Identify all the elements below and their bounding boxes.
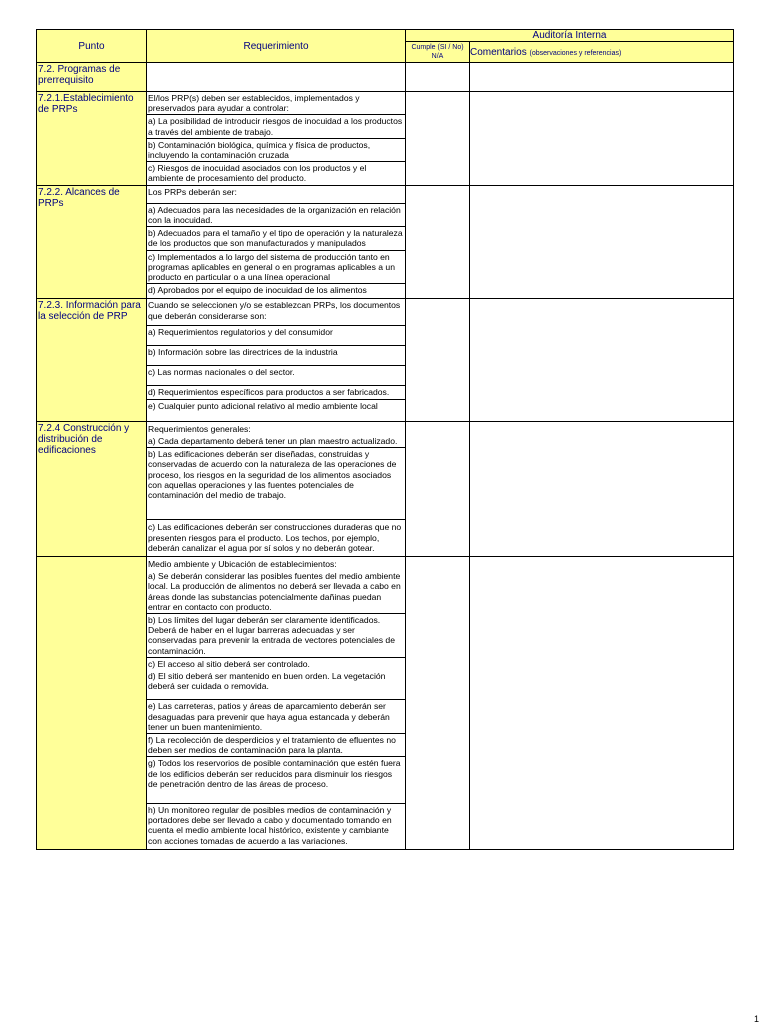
req-item: f) La recolección de desperdicios y el tratamiento de efluentes no deben ser medios de contaminación para la planta. bbox=[147, 734, 405, 757]
requerimiento-cell bbox=[147, 92, 406, 186]
req-item: e) Las carreteras, patios y áreas de aparcamiento deberán ser desaguadas para prevenir que haya agua estancada y deberán tener un buen mantenimiento. bbox=[147, 700, 405, 734]
audit-table bbox=[36, 29, 734, 850]
cumple-cell[interactable] bbox=[406, 92, 470, 186]
punto-cell: 7.2.3. Información para la selección de PRP bbox=[37, 299, 147, 421]
requerimiento-cell bbox=[147, 556, 406, 849]
req-item: h) Un monitoreo regular de posibles medios de contaminación y portadores debe ser llevado a cabo y documentado tomando en cuenta el medio ambiente local histórico, existente y cambiante con acciones tomadas de acuerdo a las variaciones. bbox=[148, 804, 392, 846]
requerimiento-cell bbox=[147, 421, 406, 556]
comentarios-cell[interactable] bbox=[470, 299, 734, 421]
req-item: g) Todos los reservorios de posible contaminación que estén fuera de los edificios deberán ser reducidos para disminuir los riesgos de penetración dentro de las áreas de proceso. bbox=[147, 757, 405, 804]
header-cumple: Cumple (SI / No) N/A bbox=[406, 42, 470, 63]
req-item: c) Implementados a lo largo del sistema de producción tanto en programas aplicables en general o en programas aplicables a un producto en particular o a una línea operacional bbox=[147, 251, 405, 285]
comentarios-cell[interactable] bbox=[470, 421, 734, 556]
req-item: Cuando se seleccionen y/o se establezcan PRPs, los documentos que deberán considerarse son: bbox=[147, 299, 405, 325]
table-row bbox=[37, 185, 734, 299]
table-row bbox=[37, 421, 734, 556]
requerimiento-cell bbox=[147, 185, 406, 299]
req-item: b) Adecuados para el tamaño y el tipo de operación y la naturaleza de los productos que son manufacturados y manipulados bbox=[147, 227, 405, 250]
punto-cell: 7.2.4 Construcción y distribución de edificaciones bbox=[37, 421, 147, 556]
punto-cell: 7.2.1.Establecimiento de PRPs bbox=[37, 92, 147, 186]
req-item: a) Cada departamento deberá tener un plan maestro actualizado. bbox=[147, 435, 405, 448]
section-title: 7.2. Programas de prerrequisito bbox=[37, 63, 147, 92]
req-item: a) Adecuados para las necesidades de la organización en relación con la inocuidad. bbox=[147, 204, 405, 227]
table-row bbox=[37, 556, 734, 849]
req-item: Los PRPs deberán ser: bbox=[147, 186, 405, 204]
comentarios-cell[interactable] bbox=[470, 92, 734, 186]
req-item: a) Se deberán considerar las posibles fuentes del medio ambiente local. La producción de alimentos no deberá ser llevada a cabo en áreas donde las substancias potencialmente dañinas puedan entrar en contacto con producto. bbox=[147, 570, 405, 614]
req-item: b) Las edificaciones deberán ser diseñadas, construidas y conservadas de acuerdo con la naturaleza de las operaciones de proceso, los riesgos en la seguridad de los alimentos asociados con aquellas operaciones y las fuentes potenciales de contaminación del medio de trabajo. bbox=[147, 448, 405, 520]
cumple-cell[interactable] bbox=[406, 556, 470, 849]
req-item: a) Requerimientos regulatorios y del consumidor bbox=[147, 326, 405, 346]
cumple-cell[interactable] bbox=[406, 185, 470, 299]
req-item: c) Las edificaciones deberán ser construcciones duraderas que no presenten riesgos para el producto. Los techos, por ejemplo, deberán canalizar el agua por sí solos y no deberán gotear. bbox=[148, 522, 402, 553]
requerimiento-cell bbox=[147, 299, 406, 421]
header-comentarios-label: Comentarios bbox=[470, 46, 527, 58]
req-item: b) Información sobre las directrices de la industria bbox=[147, 346, 405, 366]
req-item: Medio ambiente y Ubicación de establecimientos: bbox=[148, 558, 337, 569]
comentarios-cell[interactable] bbox=[470, 185, 734, 299]
req-item: b) Los límites del lugar deberán ser claramente identificados. Deberá de haber en el lugar barreras adecuadas y ser conservadas para prevenir la entrada de vectores potenciales de contaminación. bbox=[147, 614, 405, 658]
req-item: Requerimientos generales: bbox=[148, 423, 251, 434]
header-comentarios-note: (observaciones y referencias) bbox=[529, 49, 622, 57]
cumple-cell[interactable] bbox=[406, 421, 470, 556]
req-item: d) El sitio deberá ser mantenido en buen orden. La vegetación deberá ser cuidada o removida. bbox=[147, 670, 405, 700]
req-item: c) El acceso al sitio deberá ser controlado. bbox=[148, 658, 310, 669]
header-comentarios bbox=[470, 42, 734, 63]
req-item: El/los PRP(s) deben ser establecidos, implementados y preservados para ayudar a controlar: bbox=[147, 92, 405, 115]
req-item: a) La posibilidad de introducir riesgos de inocuidad a los productos a través del ambiente de trabajo. bbox=[147, 115, 405, 138]
cumple-cell[interactable] bbox=[406, 299, 470, 421]
req-item: c) Las normas nacionales o del sector. bbox=[147, 366, 405, 386]
comentarios-cell[interactable] bbox=[470, 556, 734, 849]
header-requerimiento: Requerimiento bbox=[147, 30, 406, 63]
req-item: c) Riesgos de inocuidad asociados con los productos y el ambiente de procesamiento del producto. bbox=[148, 163, 367, 184]
header-auditoria-interna: Auditoría Interna bbox=[406, 30, 734, 42]
table-row bbox=[37, 299, 734, 421]
header-punto: Punto bbox=[37, 30, 147, 63]
req-item: d) Requerimientos específicos para productos a ser fabricados. bbox=[147, 386, 405, 399]
req-item: d) Aprobados por el equipo de inocuidad de los alimentos bbox=[148, 285, 367, 296]
punto-cell: 7.2.2. Alcances de PRPs bbox=[37, 185, 147, 299]
table-row bbox=[37, 92, 734, 186]
req-item: b) Contaminación biológica, química y física de productos, incluyendo la contaminación cruzada bbox=[147, 139, 405, 162]
page-number: 1 bbox=[753, 1014, 759, 1024]
req-item: e) Cualquier punto adicional relativo al medio ambiente local bbox=[148, 400, 378, 411]
punto-cell bbox=[37, 556, 147, 849]
